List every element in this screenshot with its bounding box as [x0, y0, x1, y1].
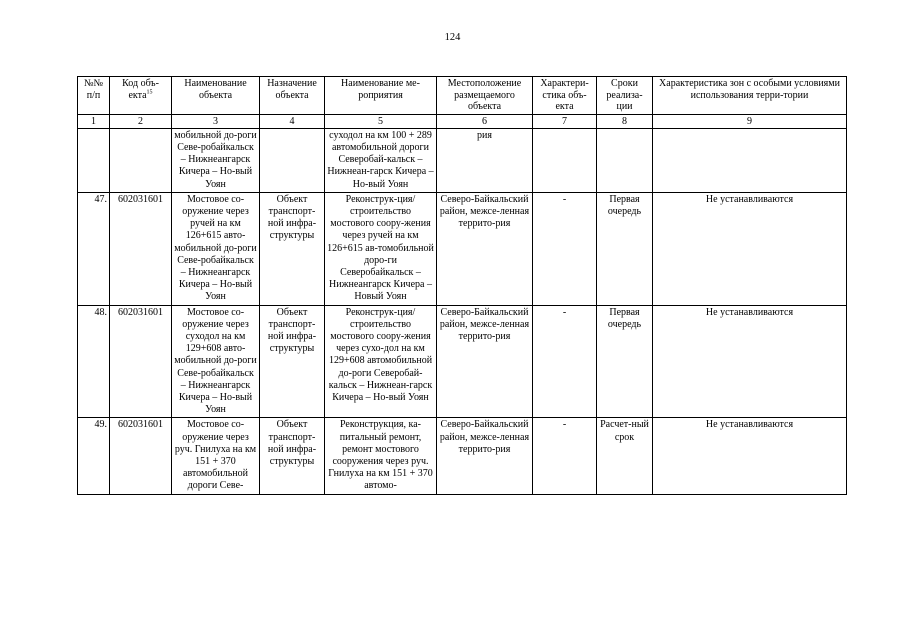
row-num [78, 128, 110, 192]
header-num: №№ п/п [78, 77, 110, 115]
row-purpose [260, 128, 325, 192]
header-location: Местоположение размещаемого объекта [437, 77, 533, 115]
column-number: 6 [437, 114, 533, 128]
header-characteristic: Характери-стика объ-екта [533, 77, 597, 115]
header-code [110, 77, 172, 115]
row-characteristic [533, 128, 597, 192]
row-event: Реконструкция, ка-питальный ремонт, ремонт мостового сооружения через руч. Гнилуха на км 151 + 370 автомо- [325, 418, 437, 494]
row-zones: Не устанавливаются [653, 418, 847, 494]
row-location: Северо-Байкальский район, межсе-ленная террито-рия [437, 418, 533, 494]
table-row [78, 418, 847, 494]
row-event: суходол на км 100 + 289 автомобильной дороги Северобай-кальск – Нижнеан-гарск Кичера – Но-вый Уоян [325, 128, 437, 192]
objects-table [77, 76, 847, 495]
row-characteristic: - [533, 305, 597, 418]
header-event: Наименование ме-роприятия [325, 77, 437, 115]
row-code: 602031601 [110, 305, 172, 418]
row-term: Расчет-ный срок [597, 418, 653, 494]
row-name: Мостовое со-оружение через ручей на км 126+615 авто-мобильной до-роги Севе-робайкальск – Нижнеангарск Кичера – Но-вый Уоян [172, 192, 260, 305]
column-number: 4 [260, 114, 325, 128]
row-term [597, 128, 653, 192]
column-number: 3 [172, 114, 260, 128]
header-footnote: 15 [146, 89, 153, 96]
row-name: Мостовое со-оружение через суходол на км 129+608 авто-мобильной до-роги Севе-робайкальск – Нижнеангарск Кичера – Но-вый Уоян [172, 305, 260, 418]
row-code: 602031601 [110, 418, 172, 494]
column-number: 7 [533, 114, 597, 128]
row-event: Реконструк-ция/строительство мостового соору-жения через сухо-дол на км 129+608 автомобильной до-роги Северобай-кальск – Нижнеан-гарск Кичера – Но-вый Уоян [325, 305, 437, 418]
row-purpose: Объект транспорт-ной инфра-структуры [260, 418, 325, 494]
header-term: Сроки реализа-ции [597, 77, 653, 115]
row-term: Первая очередь [597, 192, 653, 305]
header-row [78, 77, 847, 115]
column-number: 8 [597, 114, 653, 128]
row-code [110, 128, 172, 192]
table-row [78, 192, 847, 305]
column-number: 1 [78, 114, 110, 128]
column-numbers-row [78, 114, 847, 128]
page-number: 124 [444, 32, 461, 43]
row-purpose: Объект транспорт-ной инфра-структуры [260, 192, 325, 305]
header-zones: Характеристика зон с особыми условиями использования терри-тории [653, 77, 847, 115]
row-purpose: Объект транспорт-ной инфра-структуры [260, 305, 325, 418]
row-num: 47. [78, 192, 110, 305]
row-zones [653, 128, 847, 192]
row-characteristic: - [533, 418, 597, 494]
row-location: Северо-Байкальский район, межсе-ленная террито-рия [437, 305, 533, 418]
row-location: Северо-Байкальский район, межсе-ленная террито-рия [437, 192, 533, 305]
row-code: 602031601 [110, 192, 172, 305]
column-number: 5 [325, 114, 437, 128]
header-code-label: Код объ-екта [122, 78, 159, 101]
row-term: Первая очередь [597, 305, 653, 418]
row-zones: Не устанавливаются [653, 305, 847, 418]
header-name: Наименование объекта [172, 77, 260, 115]
row-num: 48. [78, 305, 110, 418]
row-characteristic: - [533, 192, 597, 305]
table-row [78, 305, 847, 418]
row-num: 49. [78, 418, 110, 494]
table-row [78, 128, 847, 192]
row-event: Реконструк-ция/строительство мостового соору-жения через ручей на км 126+615 ав-томобильной доро-ги Северобайкальск – Нижнеангарск Кичера – Новый Уоян [325, 192, 437, 305]
header-purpose: Назначение объекта [260, 77, 325, 115]
row-name: Мостовое со-оружение через руч. Гнилуха на км 151 + 370 автомобильной дороги Севе- [172, 418, 260, 494]
column-number: 2 [110, 114, 172, 128]
row-name: мобильной до-роги Севе-робайкальск – Нижнеангарск Кичера – Но-вый Уоян [172, 128, 260, 192]
row-location: рия [437, 128, 533, 192]
row-zones: Не устанавливаются [653, 192, 847, 305]
column-number: 9 [653, 114, 847, 128]
